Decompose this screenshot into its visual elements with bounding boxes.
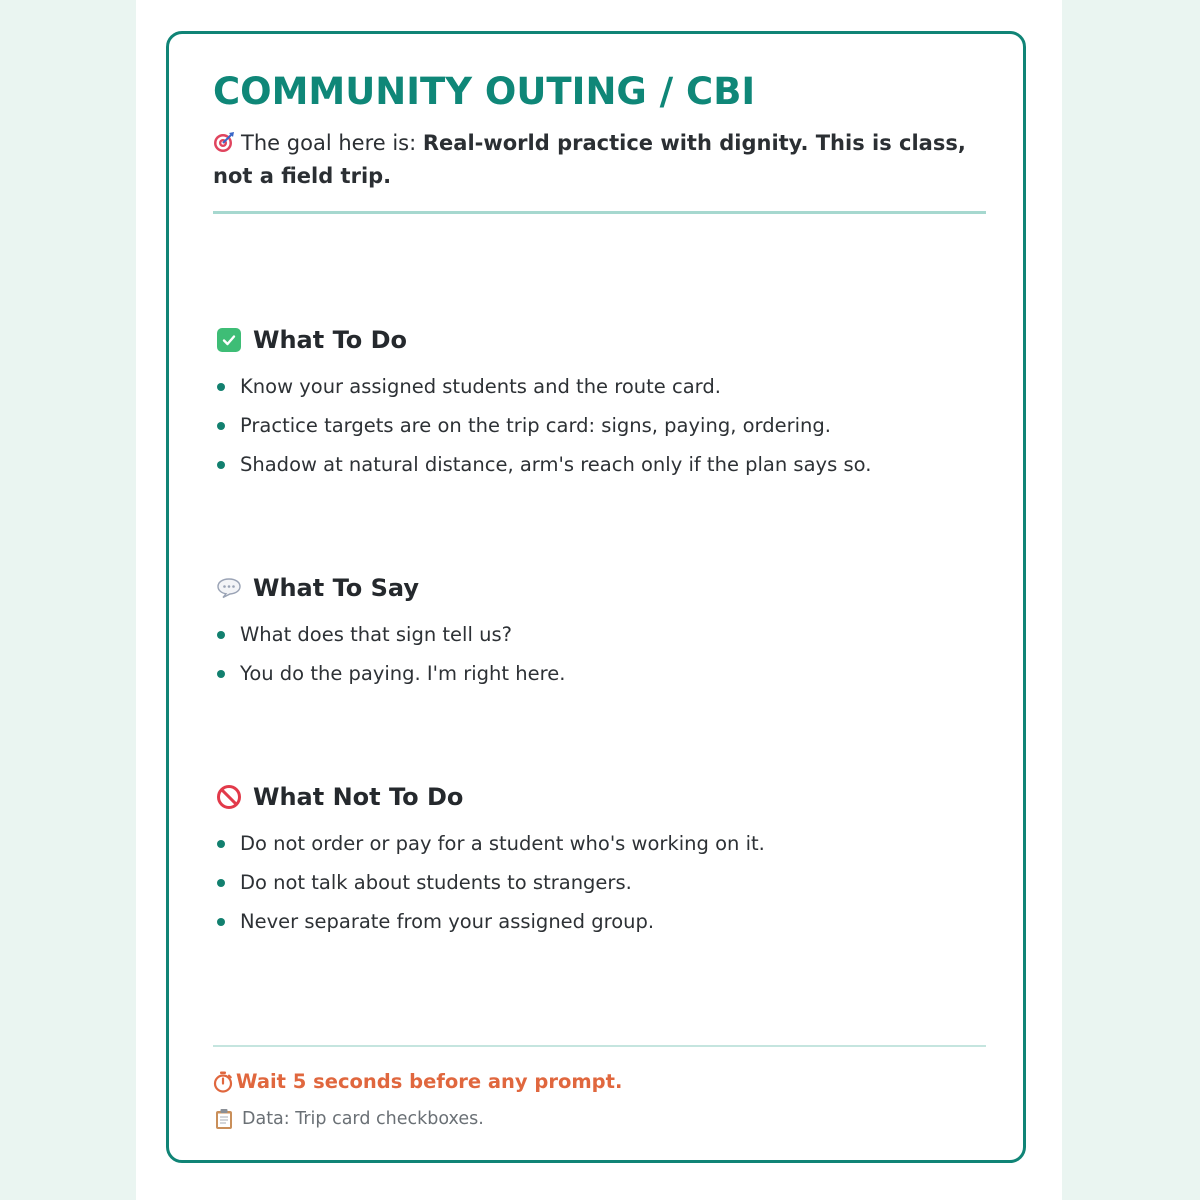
header-divider (213, 211, 986, 214)
bullet-dot (217, 461, 225, 469)
wait-reminder (213, 1068, 622, 1096)
list-item (213, 406, 993, 445)
section-what-to-say (213, 571, 993, 693)
bullet-dot (217, 840, 225, 848)
bullet-dot (217, 879, 225, 887)
prohibited-icon (216, 784, 242, 810)
section-what-to-do (213, 323, 993, 484)
bullet-dot (217, 670, 225, 678)
section-title: What To Say (253, 574, 419, 602)
list-item-text: What does that sign tell us? (240, 623, 512, 646)
bullet-dot (217, 631, 225, 639)
goal-text: Real-world practice with dignity. This is class, not a field trip. (213, 131, 966, 188)
data-note (213, 1105, 484, 1133)
list-item-text: Shadow at natural distance, arm's reach only if the plan says so. (240, 453, 872, 476)
list-item (213, 445, 993, 484)
target-icon (213, 133, 241, 155)
list-item-text: Know your assigned students and the route card. (240, 375, 721, 398)
list-item-text: Practice targets are on the trip card: signs, paying, ordering. (240, 414, 831, 437)
list-item (213, 367, 993, 406)
section-list (213, 824, 993, 941)
list-item (213, 654, 993, 693)
list-item (213, 863, 993, 902)
bullet-dot (217, 918, 225, 926)
bullet-dot (217, 383, 225, 391)
list-item (213, 902, 993, 941)
stopwatch-icon (213, 1071, 233, 1093)
wait-text: Wait 5 seconds before any prompt. (236, 1070, 623, 1093)
section-heading (213, 323, 993, 357)
goal-prefix: The goal here is: (241, 131, 423, 155)
section-heading (213, 571, 993, 605)
section-title: What Not To Do (253, 783, 464, 811)
list-item-text: Do not talk about students to strangers. (240, 871, 632, 894)
section-list (213, 367, 993, 484)
list-item (213, 824, 993, 863)
list-item-text: Never separate from your assigned group. (240, 910, 655, 933)
footer-divider (213, 1045, 986, 1047)
section-title: What To Do (253, 326, 408, 354)
list-item-text: You do the paying. I'm right here. (240, 662, 566, 685)
section-heading (213, 780, 993, 814)
bullet-dot (217, 422, 225, 430)
page-title: COMMUNITY OUTING / CBI (213, 70, 756, 113)
speech-bubble-icon (216, 575, 242, 601)
data-text: Data: Trip card checkboxes. (242, 1109, 484, 1129)
list-item (213, 615, 993, 654)
list-item-text: Do not order or pay for a student who's working on it. (240, 832, 765, 855)
check-mark-icon (216, 327, 242, 353)
section-list (213, 615, 993, 693)
goal-statement (213, 127, 993, 192)
section-what-not-to-do (213, 780, 993, 941)
clipboard-icon (213, 1108, 235, 1130)
